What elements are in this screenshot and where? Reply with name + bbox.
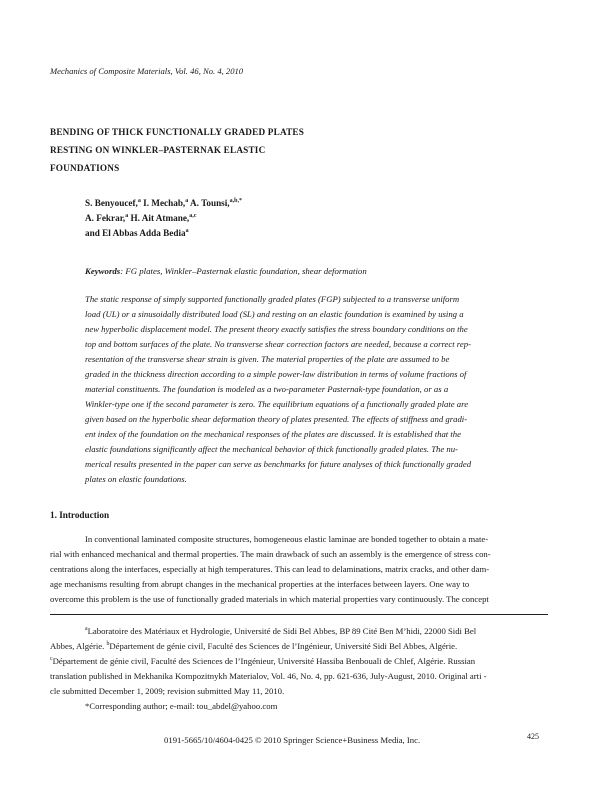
affiliation-mark: a [185,228,189,234]
abstract-line: material constituents. The foundation is modeled as a two-parameter Pasternak-type foundation, or as a [85,384,449,394]
affiliation-mark: a [185,198,189,204]
body-line: centrations along the interfaces, especially at high temperatures. This can lead to delaminations, matrix cracks, and other dam- [50,564,490,574]
author-name: S. Benyoucef, [85,198,138,208]
footnote-text: Département de génie civil, Faculté des Sciences de l’Ingénieur, Université Sidi Bel Abbes, Algérie. [109,641,458,651]
paper-title [50,123,304,177]
affiliation-mark: a [137,198,141,204]
abstract-line: load (UL) or a sinusoidally distributed load (SL) and resting on an elastic foundation is examined by using a [85,309,464,319]
body-line: In conventional laminated composite structures, homogeneous elastic laminae are bonded together to obtain a mate- [85,534,489,544]
footnote-line [50,624,548,639]
affiliation-mark: c [50,656,53,662]
affiliation-mark: a [85,626,88,632]
journal-reference: Mechanics of Composite Materials, Vol. 46, No. 4, 2010 [50,66,244,76]
abstract [85,292,548,487]
abstract-line: plates on elastic foundations. [85,474,187,484]
footnotes [50,624,548,714]
body-line: age mechanisms resulting from abrupt changes in the mechanical properties at the interfaces between layers. One way to [50,579,470,589]
copyright-footer: 0191-5665/10/4604-0425 © 2010 Springer Science+Business Media, Inc. [164,735,421,745]
title-line: FOUNDATIONS [50,163,120,173]
intro-paragraph [50,532,548,607]
footnote-text: Laboratoire des Matériaux et Hydrologie, Université de Sidi Bel Abbes, BP 89 Cité Ben M’hidi, 22000 Sidi Bel [87,626,477,636]
footnote-text: Abbes, Algérie. [50,641,107,651]
keywords-text: : FG plates, Winkler–Pasternak elastic foundation, shear deformation [120,266,367,276]
footnote-line: cle submitted December 1, 2009; revision submitted May 11, 2010. [50,686,285,696]
abstract-line: new hyperbolic displacement model. The present theory exactly satisfies the stress boundary conditions on the [85,324,468,334]
section-heading: 1. Introduction [50,510,110,520]
footnote-line [50,639,548,654]
affiliation-mark: a,c [189,213,197,219]
keywords [85,266,367,276]
abstract-line: Winkler-type one if the second parameter is zero. The equilibrium equations of a functionally graded plate are [85,399,469,409]
author-line [85,211,242,226]
body-line: overcome this problem is the use of functionally graded materials in which material properties vary continuously. The concept [50,594,489,604]
author-list [85,196,242,241]
author-line [85,226,242,241]
abstract-line: ent index of the foundation on the mechanical responses of the plates are discussed. It is established that the [85,429,461,439]
author-name: A. Fekrar, [85,213,126,223]
footnote-text: Département de génie civil, Faculté des Sciences de l’Ingénieur, Université Hassiba Benbouali de Chlef, Algérie. Russian [52,656,476,666]
author-name: and El Abbas Adda Bedia [85,228,186,238]
abstract-line: The static response of simply supported functionally graded plates (FGP) subjected to a transverse uniform [85,294,460,304]
author-name: A. Tounsi, [188,198,230,208]
affiliation-mark: a,b,* [229,198,242,204]
affiliation-mark: b [106,641,110,647]
body-line: rial with enhanced mechanical and thermal properties. The main drawback of such an assembly is the emergence of stress con- [50,549,491,559]
abstract-line: elastic foundations significantly affect the mechanical behavior of thick functionally graded plates. The nu- [85,444,459,454]
abstract-line: given based on the hyperbolic shear deformation theory of plates presented. The effects of stiffness and gradi- [85,414,468,424]
abstract-line: graded in the thickness direction according to a simple power-law distribution in terms of volume fractions of [85,369,467,379]
page-number: 425 [527,732,539,741]
keywords-label: Keywords [85,266,121,276]
footnote-line [50,654,548,669]
affiliation-mark: a [125,213,129,219]
author-name: I. Mechab, [140,198,186,208]
abstract-line: resentation of the transverse shear strain is given. The material properties of the plate are assumed to be [85,354,450,364]
abstract-line: top and bottom surfaces of the plate. No transverse shear correction factors are needed, because a correct rep- [85,339,471,349]
title-line: BENDING OF THICK FUNCTIONALLY GRADED PLATES [50,127,305,137]
abstract-line: merical results presented in the paper can serve as benchmarks for future analyses of thick functionally graded [85,459,472,469]
footnote-divider [50,614,548,615]
footnote-line: translation published in Mekhanika Kompozitnykh Materialov, Vol. 46, No. 4, pp. 621-636, July-August, 2010. Original arti - [50,671,487,681]
corresponding-author: *Corresponding author; e-mail: tou_abdel@yahoo.com [85,701,278,711]
title-line: RESTING ON WINKLER–PASTERNAK ELASTIC [50,145,266,155]
author-name: H. Ait Atmane, [128,213,190,223]
author-line [85,196,242,211]
